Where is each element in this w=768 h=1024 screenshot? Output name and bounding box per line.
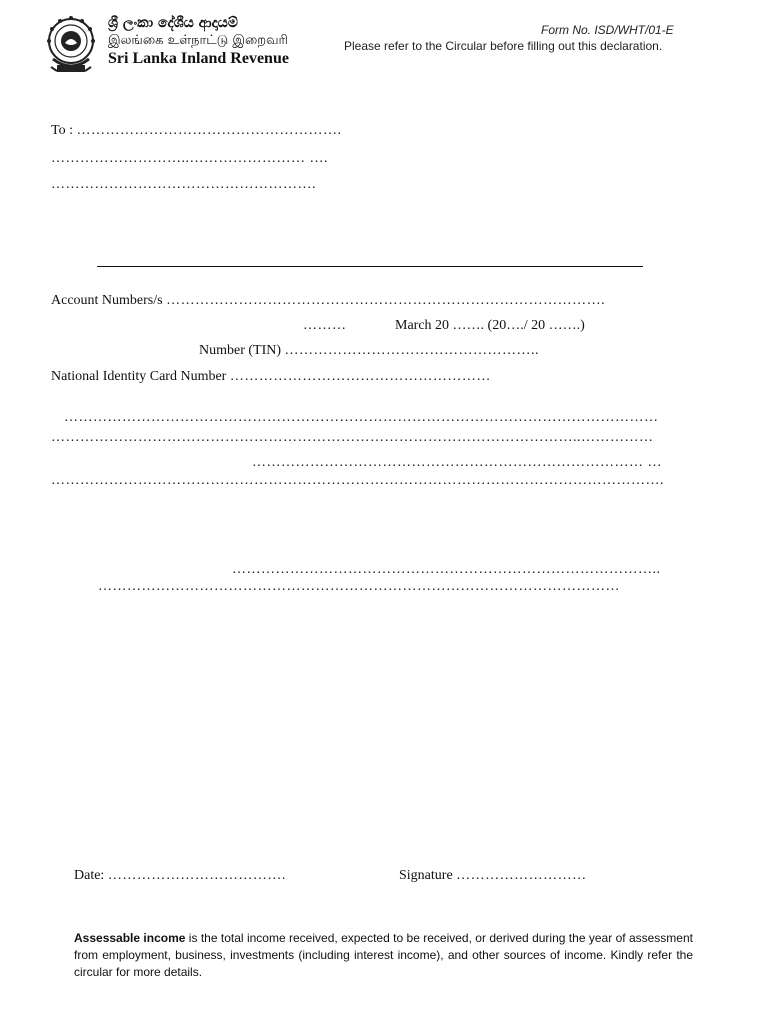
logo-tamil-name: இலங்கை உள்நாட்டு இறைவரி [108,33,288,48]
footnote-text: is the total income received, expected to be received, or derived during the year of assessment from employment, business, investments (including interest income), and other sources of income. Kindly refer the circular for more details. [74,931,693,979]
form-number: Form No. ISD/WHT/01-E [541,23,674,37]
footnote-term: Assessable income [74,931,186,945]
logo-sinhala-name: ශ්‍රී ලංකා දේශීය ආදායම් [108,15,238,31]
government-emblem-icon [47,15,95,77]
nic-field[interactable]: ……………………………………………… [229,369,491,384]
account-number-label: Account Numbers/s [51,293,163,308]
tin-label: Number (TIN) [199,343,282,358]
date-label: Date: [74,868,105,883]
organization-logo-text [108,14,289,69]
signature-row [399,868,587,884]
to-name-field[interactable]: ………………………………………………. [76,123,342,138]
declaration-line-3-field[interactable]: ……………………………………………………………………… … [252,455,662,470]
assessable-income-footnote [74,930,693,981]
circular-note: Please refer to the Circular before filling out this declaration. [344,39,663,53]
logo-english-name: Sri Lanka Inland Revenue [108,50,289,67]
to-label: To : [51,123,73,138]
declaration-line-1-field[interactable]: …………………………………………………………………………………………………………… [64,410,659,425]
nic-label: National Identity Card Number [51,369,227,384]
signature-field[interactable]: ……………………… [456,868,587,883]
declaration-line-4-field[interactable]: ………………………………………………………………………………………………………………. [51,473,664,488]
title-separator-line [97,266,643,267]
date-field[interactable]: ………………………………. [107,868,286,883]
to-address-line-2-field[interactable]: ………………………..…………………… …. [51,151,328,166]
year-prefix-field[interactable]: ……… [303,318,347,333]
tin-row [199,343,539,359]
declaration-line-6-field[interactable]: ……………………………………………………………………………………………… [98,579,620,594]
declaration-line-5-field[interactable]: …………………………………………………………………………….. [232,562,661,577]
date-row [74,868,286,884]
nic-row [51,369,491,385]
to-line [51,123,341,139]
signature-label: Signature [399,868,453,883]
account-number-row [51,293,605,309]
declaration-line-2-field[interactable]: ………………………………………………………………………………………………..…………… [51,430,654,445]
year-of-assessment-field[interactable]: March 20 ……. (20…./ 20 …….) [395,318,585,333]
tin-field[interactable]: …………………………………………….. [284,343,540,358]
to-address-line-3-field[interactable]: ………………………………………………. [51,177,316,192]
account-number-field[interactable]: ………………………………………………………………………………. [166,293,606,308]
